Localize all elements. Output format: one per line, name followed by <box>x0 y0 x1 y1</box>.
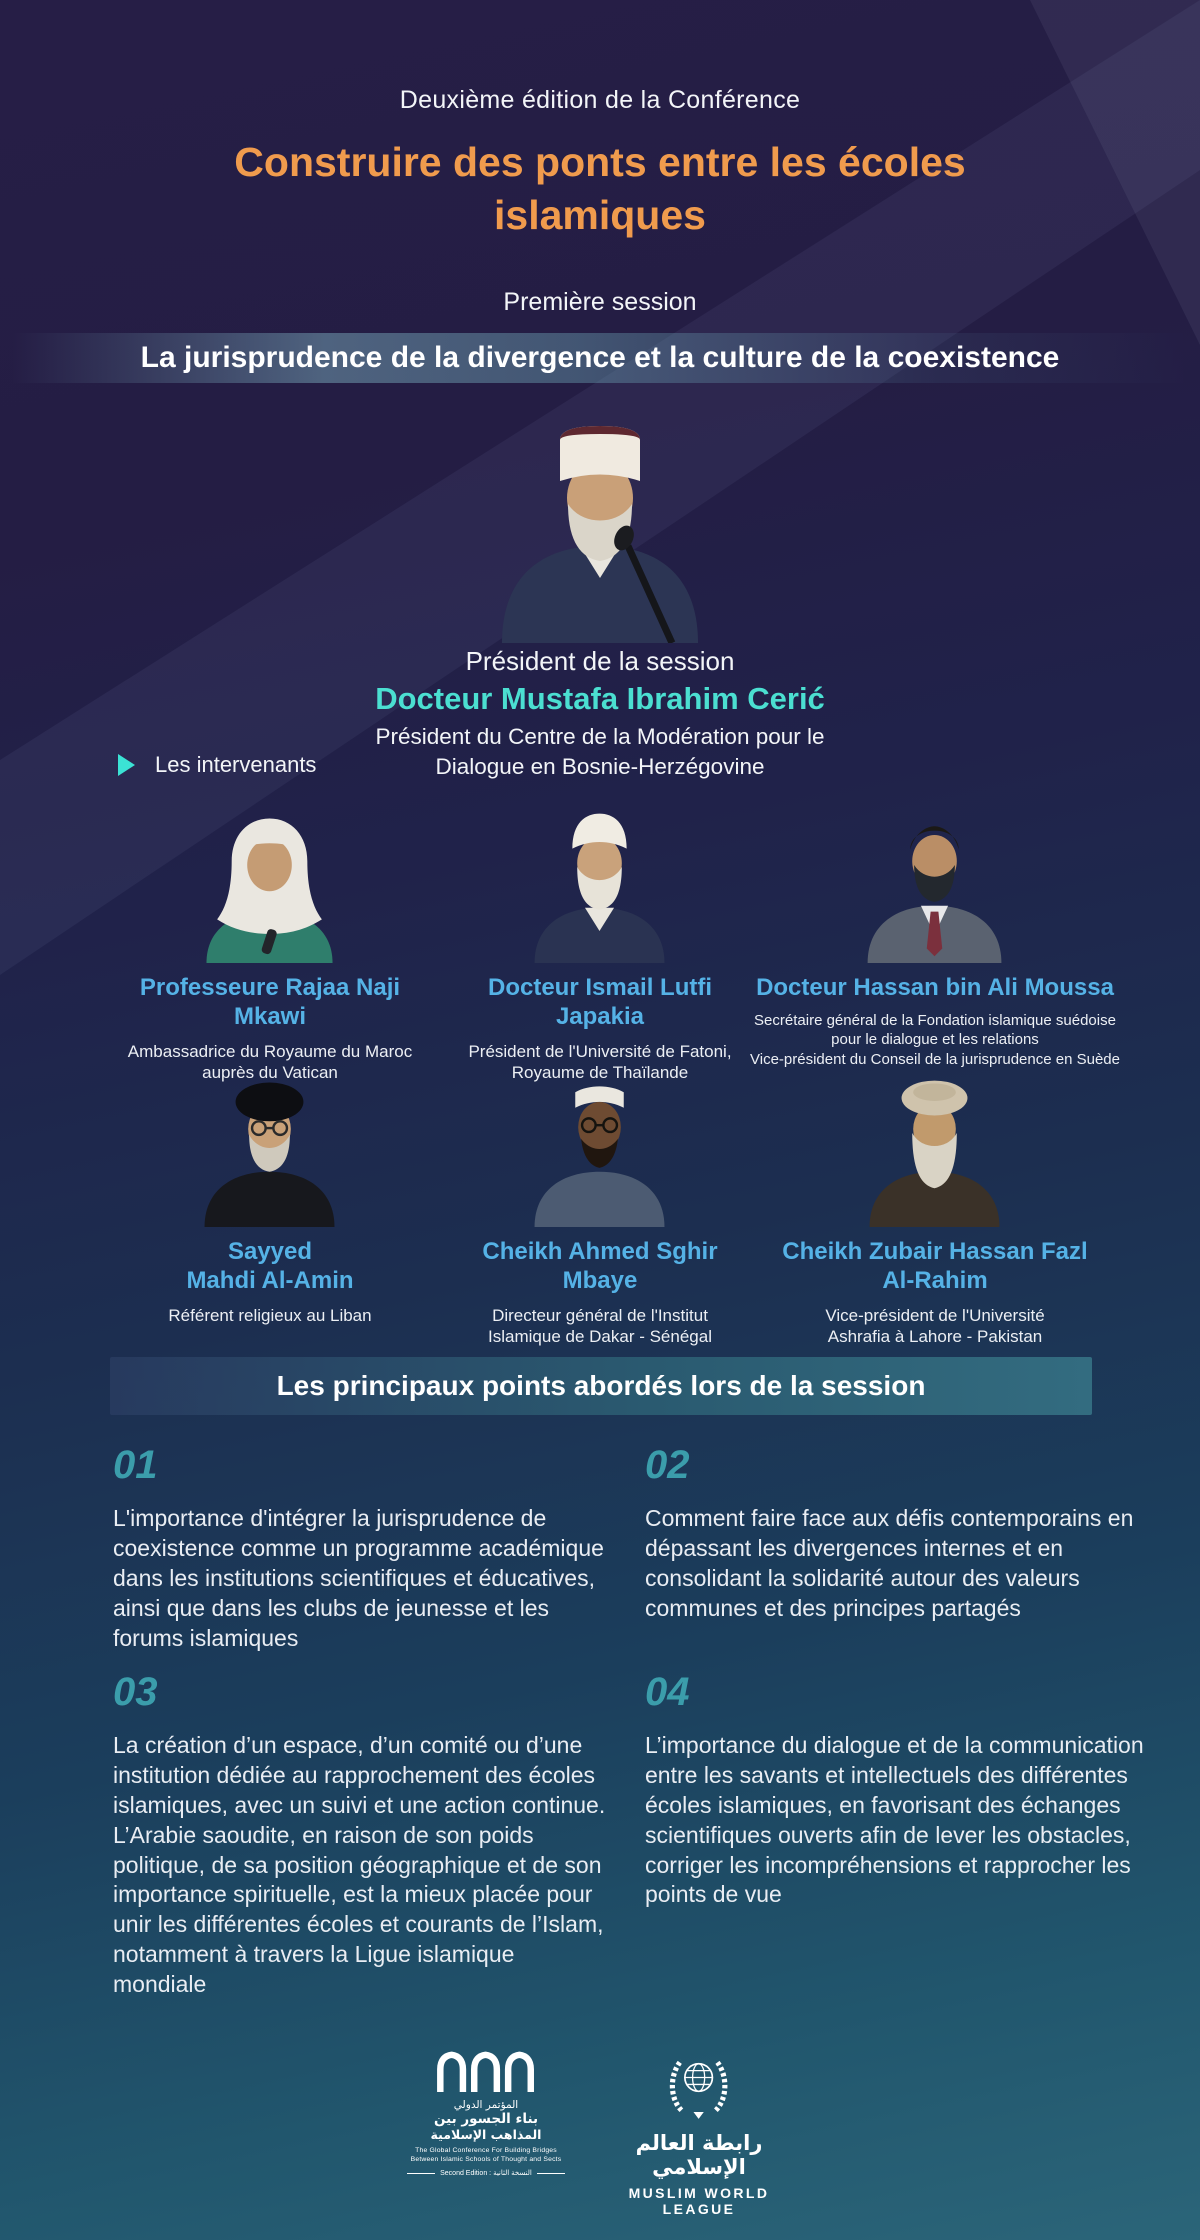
conference-logo-edition <box>406 2169 566 2177</box>
conference-logo-arabic-1: المؤتمر الدولي <box>453 2099 519 2111</box>
speaker-card <box>725 798 1145 1069</box>
speaker-card <box>90 1062 450 1326</box>
dash-divider <box>537 2173 565 2174</box>
session-title: La jurisprudence de la divergence et la culture de la coexistence <box>140 341 1060 374</box>
speaker-photo <box>435 798 765 963</box>
point-item <box>645 1443 1145 1624</box>
point-number: 01 <box>113 1443 158 1487</box>
speaker-name: Professeure Rajaa Naji Mkawi <box>139 974 401 1031</box>
speaker-role: Référent religieux au Liban <box>168 1305 372 1325</box>
speaker-role: Directeur général de l'Institut Islamique de Dakar - Sénégal <box>488 1305 712 1347</box>
conference-logo-english-1: The Global Conference For Building Bridges <box>415 2147 557 2154</box>
president-role: Président du Centre de la Modération pour le Dialogue en Bosnie-Herzégovine <box>375 724 825 779</box>
speaker-card <box>435 1062 765 1348</box>
speaker-role: Président de l'Université de Fatoni, Royaume de Thaïlande <box>468 1041 732 1083</box>
speakers-heading-label: Les intervenants <box>155 752 317 777</box>
conference-logo-arabic-3: المذاهب الإسلامية <box>430 2127 542 2142</box>
president-name: Docteur Mustafa Ibrahim Cerić <box>375 681 825 716</box>
speaker-name: Docteur Ismail Lutfi Japakia <box>487 974 713 1031</box>
dash-divider <box>407 2173 435 2174</box>
conference-logo <box>406 2050 566 2177</box>
point-item <box>645 1670 1145 1910</box>
point-text: La création d’un espace, d’un comité ou d’une institution dédiée au rapprochement des écoles islamiques, avec un suivi et une action continue. L’Arabie saoudite, en raison de son poids politique, de sa position géographique et de son importance spirituelle, est la mieux placée pour unir les différentes écoles et courants de l’Islam, notamment à travers la Ligue islamique mondiale <box>113 1732 606 1998</box>
point-text: Comment faire face aux défis contemporains en dépassant les divergences internes et en consolidant la solidarité autour des valeurs communes et des principes partagés <box>645 1505 1134 1621</box>
mwl-logo-name: MUSLIM WORLD LEAGUE <box>628 2185 770 2217</box>
speaker-role: Secrétaire général de la Fondation islamique suédoise pour le dialogue et les relations Vice-président du Conseil de la jurisprudence en Suède <box>750 1012 1120 1068</box>
president-label: Président de la session <box>465 646 735 676</box>
mwl-logo-arabic: رابطة العالم الإسلامي <box>635 2131 763 2179</box>
speaker-name: Docteur Hassan bin Ali Moussa <box>756 974 1114 1001</box>
speaker-role: Ambassadrice du Royaume du Maroc auprès du Vatican <box>127 1041 413 1083</box>
speaker-photo <box>725 798 1145 963</box>
page-title: Construire des ponts entre les écoles islamiques <box>234 139 966 239</box>
speaker-name: Cheikh Zubair Hassan Fazl Al-Rahim <box>782 1238 1088 1295</box>
session-title-band <box>0 333 1200 383</box>
triangle-bullet-icon <box>118 754 135 776</box>
footer <box>0 2050 1200 2217</box>
points-banner <box>110 1357 1092 1415</box>
speaker-photo <box>90 798 450 963</box>
speakers-heading <box>118 752 316 778</box>
speaker-card <box>725 1062 1145 1348</box>
mwl-logo <box>604 2050 794 2217</box>
point-item <box>113 1443 613 1653</box>
point-item <box>113 1670 613 2000</box>
speaker-role: Vice-président de l'Université Ashrafia à Lahore - Pakistan <box>825 1305 1045 1347</box>
president-photo <box>410 406 790 643</box>
point-number: 04 <box>645 1670 690 1714</box>
speaker-photo <box>435 1062 765 1227</box>
speaker-card <box>435 798 765 1084</box>
conference-logo-arabic-2: بناء الجسور بين <box>433 2111 539 2127</box>
globe-wreath-icon <box>647 2050 750 2124</box>
point-number: 03 <box>113 1670 158 1714</box>
speaker-photo <box>90 1062 450 1227</box>
points-heading: Les principaux points abordés lors de la session <box>276 1370 926 1401</box>
speaker-name: Cheikh Ahmed Sghir Mbaye <box>482 1238 718 1295</box>
point-number: 02 <box>645 1443 690 1487</box>
session-label: Première session <box>503 288 697 316</box>
edition-subtitle: Deuxième édition de la Conférence <box>399 86 801 114</box>
speaker-photo <box>725 1062 1145 1227</box>
conference-logo-english-2: Between Islamic Schools of Thought and Sects <box>410 2156 562 2164</box>
speaker-name: Sayyed Mahdi Al-Amin <box>186 1238 354 1295</box>
point-text: L'importance d'intégrer la jurisprudence de coexistence comme un programme académique dans les institutions scientifiques et éducatives, ainsi que dans les clubs de jeunesse et les forums islamiques <box>113 1505 604 1651</box>
arches-icon <box>429 2050 542 2092</box>
speaker-card <box>90 798 450 1084</box>
point-text: L’importance du dialogue et de la communication entre les savants et intellectuels des différentes écoles islamiques, en favorisant des échanges scientifiques ouverts afin de lever les obstacles, corriger les incompréhensions et rapprocher les points de vue <box>645 1732 1144 1908</box>
conference-logo-edition-text: Second Edition : النسخة الثانية <box>440 2170 532 2178</box>
